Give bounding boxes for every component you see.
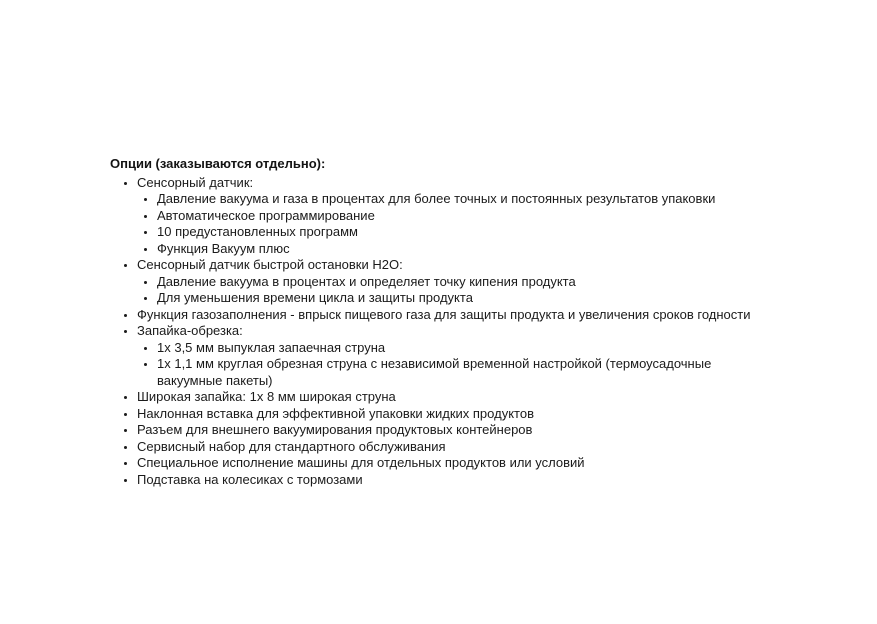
list-item: • 10 предустановленных программ: [157, 224, 760, 241]
options-list: [110, 175, 760, 489]
sub-list: [137, 191, 760, 257]
sub-list: [137, 274, 760, 307]
list-item: • Давление вакуума и газа в процентах для более точных и постоянных результатов упаковки: [157, 191, 760, 208]
section-title: Опции (заказываются отдельно):: [110, 156, 326, 171]
list-item: • Сенсорный датчик быстрой остановки H2O: • Давление вакуума в процентах и определяет точку кипения продукта • Для уменьшения времени цикла и защиты продукта: [137, 257, 760, 307]
list-item: • Наклонная вставка для эффективной упаковки жидких продуктов: [137, 406, 760, 423]
list-item: • Запайка-обрезка: • 1x 3,5 мм выпуклая запаечная струна • 1x 1,1 мм круглая обрезная струна с независимой временной настройкой (термоусадочные вакуумные пакеты): [137, 323, 760, 389]
list-item: • Сервисный набор для стандартного обслуживания: [137, 439, 760, 456]
list-item: • Функция Вакуум плюс: [157, 241, 760, 258]
list-item: • Для уменьшения времени цикла и защиты продукта: [157, 290, 760, 307]
list-item: • Давление вакуума в процентах и определяет точку кипения продукта: [157, 274, 760, 291]
list-item: • 1x 1,1 мм круглая обрезная струна с независимой временной настройкой (термоусадочные вакуумные пакеты): [157, 356, 760, 389]
options-section: [110, 156, 760, 488]
list-item: • Сенсорный датчик: • Давление вакуума и газа в процентах для более точных и постоянных результатов упаковки • Автоматическое программирование • 10 предустановленных программ • Функция Вакуум плюс: [137, 175, 760, 258]
list-item: • Автоматическое программирование: [157, 208, 760, 225]
list-item: • Широкая запайка: 1x 8 мм широкая струна: [137, 389, 760, 406]
list-item: • Разъем для внешнего вакуумирования продуктовых контейнеров: [137, 422, 760, 439]
list-item: • 1x 3,5 мм выпуклая запаечная струна: [157, 340, 760, 357]
list-item: • Специальное исполнение машины для отдельных продуктов или условий: [137, 455, 760, 472]
sub-list: [137, 340, 760, 390]
list-item: • Функция газозаполнения - впрыск пищевого газа для защиты продукта и увеличения сроков годности: [137, 307, 760, 324]
list-item: • Подставка на колесиках с тормозами: [137, 472, 760, 489]
